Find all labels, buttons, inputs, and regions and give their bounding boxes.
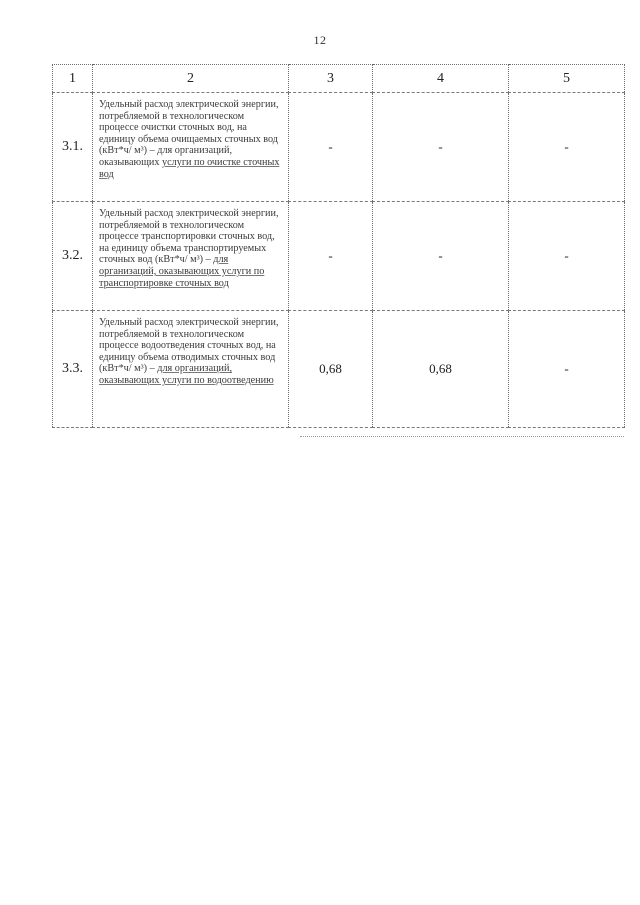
description-text: Удельный расход электрической энергии, потребляемой в технологическом процессе водоотведения сточных вод, на единицу объема отводимых сточных вод (кВт*ч/ м³) – [99, 317, 279, 375]
row-number: 3.2. [53, 202, 93, 311]
description-text: Удельный расход электрической энергии, потребляемой в технологическом процессе очистки сточных вод, на единицу объема очищаемых сточных вод (кВт*ч/ м³) – для организаций, оказывающих [99, 99, 279, 168]
value-col-5: - [509, 311, 625, 428]
value-col-5: - [509, 93, 625, 202]
column-header-3: 3 [289, 65, 373, 93]
value-col-4: - [373, 93, 509, 202]
description-underlined-text: для организаций, оказывающих услуги по водоотведению [99, 363, 274, 386]
row-number: 3.3. [53, 311, 93, 428]
row-description [93, 311, 289, 428]
value-col-3: - [289, 93, 373, 202]
value-col-3: - [289, 202, 373, 311]
page-number: 12 [313, 33, 327, 47]
value-col-4: - [373, 202, 509, 311]
value-col-5: - [509, 202, 625, 311]
table-row [53, 202, 625, 311]
column-header-1: 1 [53, 65, 93, 93]
row-number: 3.1. [53, 93, 93, 202]
indicators-table [52, 64, 625, 428]
scan-artifact-line [300, 436, 624, 437]
row-description [93, 202, 289, 311]
column-header-4: 4 [373, 65, 509, 93]
value-col-3: 0,68 [289, 311, 373, 428]
description-text: Удельный расход электрической энергии, потребляемой в технологическом процессе транспортировки сточных вод, на единицу объема транспортируемых сточных вод (кВт*ч/ м³) – [99, 208, 279, 266]
column-header-5: 5 [509, 65, 625, 93]
table-row [53, 311, 625, 428]
description-underlined-text: для организаций, оказывающих услуги по транспортировке сточных вод [99, 254, 265, 289]
column-header-2: 2 [93, 65, 289, 93]
row-description [93, 93, 289, 202]
table-header-row [53, 65, 625, 93]
description-underlined-text: услуги по очистке сточных вод [99, 156, 280, 180]
table-row [53, 93, 625, 202]
value-col-4: 0,68 [373, 311, 509, 428]
